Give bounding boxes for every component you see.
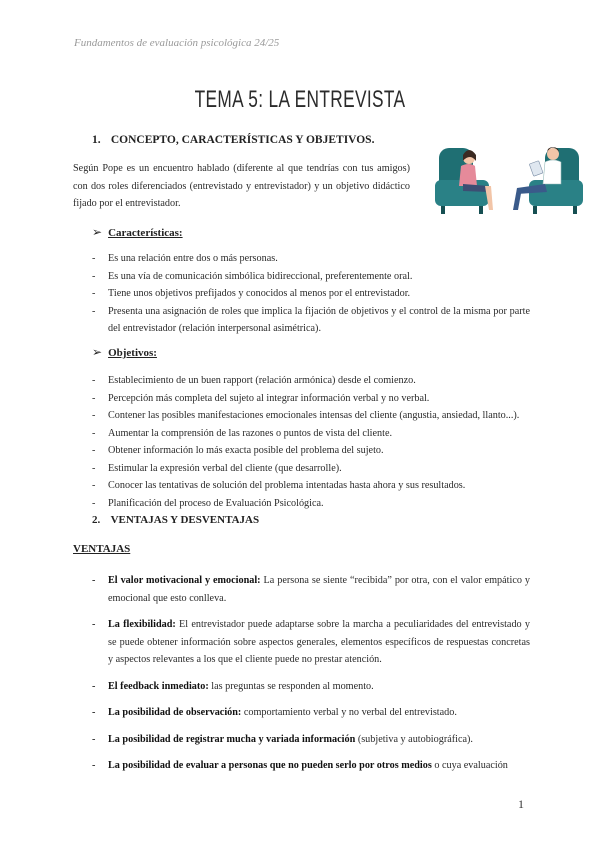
item-term: El valor motivacional y emocional:	[108, 575, 261, 586]
section-number: 2.	[92, 514, 101, 526]
list-item: - Estimular la expresión verbal del cliente (que desarrolle).	[92, 460, 530, 478]
item-text: El entrevistador puede adaptarse sobre la marcha a peculiaridades del entrevistado y se puede obtener información sobre aspectos generales, elementos específicos de respuestas concretas y aspectos relevantes a los que el cliente puede no prestar atención.	[108, 619, 530, 665]
page-title: TEMA 5: LA ENTREVISTA	[194, 86, 406, 113]
objetivos-heading	[92, 345, 157, 360]
running-header: Fundamentos de evaluación psicológica 24/25	[74, 37, 280, 49]
arrow-bullet-icon: ➢	[92, 345, 103, 359]
item-text: La persona se siente “recibida” por otra, con el valor empático y emocional que esto conlleva.	[108, 575, 530, 604]
item-term: La posibilidad de observación:	[108, 707, 242, 718]
page-number: 1	[518, 797, 524, 811]
list-item: - Conocer las tentativas de solución del problema intentadas hasta ahora y sus resultados.	[92, 477, 530, 495]
item-text: o cuya evaluación	[431, 760, 508, 771]
list-item	[92, 572, 530, 607]
arrow-bullet-icon: ➢	[92, 225, 103, 239]
caracteristicas-list	[92, 250, 530, 338]
list-item: - Contener las posibles manifestaciones emocionales intensas del cliente (angustia, ansiedad, llanto...).	[92, 407, 530, 425]
list-item: - Percepción más completa del sujeto al integrar información verbal y no verbal.	[92, 390, 530, 408]
list-item: - Establecimiento de un buen rapport (relación armónica) desde el comienzo.	[92, 372, 530, 390]
item-term: La posibilidad de registrar mucha y variada información	[108, 733, 356, 745]
item-text: las preguntas se responden al momento.	[208, 680, 374, 692]
caracteristicas-label: Características:	[108, 227, 183, 239]
list-item	[92, 757, 530, 775]
list-item: - Tiene unos objetivos prefijados y conocidos al menos por el entrevistador.	[92, 285, 530, 303]
item-text: comportamiento verbal y no verbal del entrevistado.	[241, 707, 457, 718]
list-item: - Aumentar la comprensión de las razones o puntos de vista del cliente.	[92, 425, 530, 443]
intro-paragraph: Según Pope es un encuentro hablado (diferente al que tendrías con tus amigos) con dos roles diferenciados (entrevistado y entrevistador) y un objetivo didáctico fijado por el entrevistador.	[73, 163, 410, 209]
list-item	[92, 731, 530, 749]
list-item: - Planificación del proceso de Evaluación Psicológica.	[92, 495, 530, 513]
list-item	[92, 678, 530, 696]
objetivos-label: Objetivos:	[108, 347, 157, 359]
item-term: La flexibilidad:	[108, 619, 176, 630]
list-item	[92, 704, 530, 722]
caracteristicas-heading	[92, 225, 183, 240]
section-label: VENTAJAS Y DESVENTAJAS	[110, 514, 260, 526]
list-item	[92, 616, 530, 669]
objetivos-list	[92, 372, 530, 512]
list-item: - Es una relación entre dos o más personas.	[92, 250, 530, 268]
section-number: 1.	[92, 134, 101, 146]
item-text: (subjetiva y autobiográfica).	[355, 733, 473, 745]
list-item: - Presenta una asignación de roles que implica la fijación de objetivos y el control de la misma por parte del entrevistador (relación interpersonal asimétrica).	[92, 303, 530, 338]
ventajas-heading: VENTAJAS	[73, 543, 131, 555]
interview-illustration	[433, 136, 585, 218]
list-item: - Es una vía de comunicación simbólica bidireccional, preferentemente oral.	[92, 268, 530, 286]
item-term: El feedback inmediato:	[108, 680, 209, 692]
section-heading-1	[92, 134, 374, 146]
ventajas-list	[92, 572, 530, 784]
item-term: La posibilidad de evaluar a personas que no pueden serlo por otros medios	[108, 760, 432, 771]
list-item: - Obtener información lo más exacta posible del problema del sujeto.	[92, 442, 530, 460]
section-heading-2	[92, 514, 259, 526]
section-label: CONCEPTO, CARACTERÍSTICAS Y OBJETIVOS.	[110, 134, 375, 146]
